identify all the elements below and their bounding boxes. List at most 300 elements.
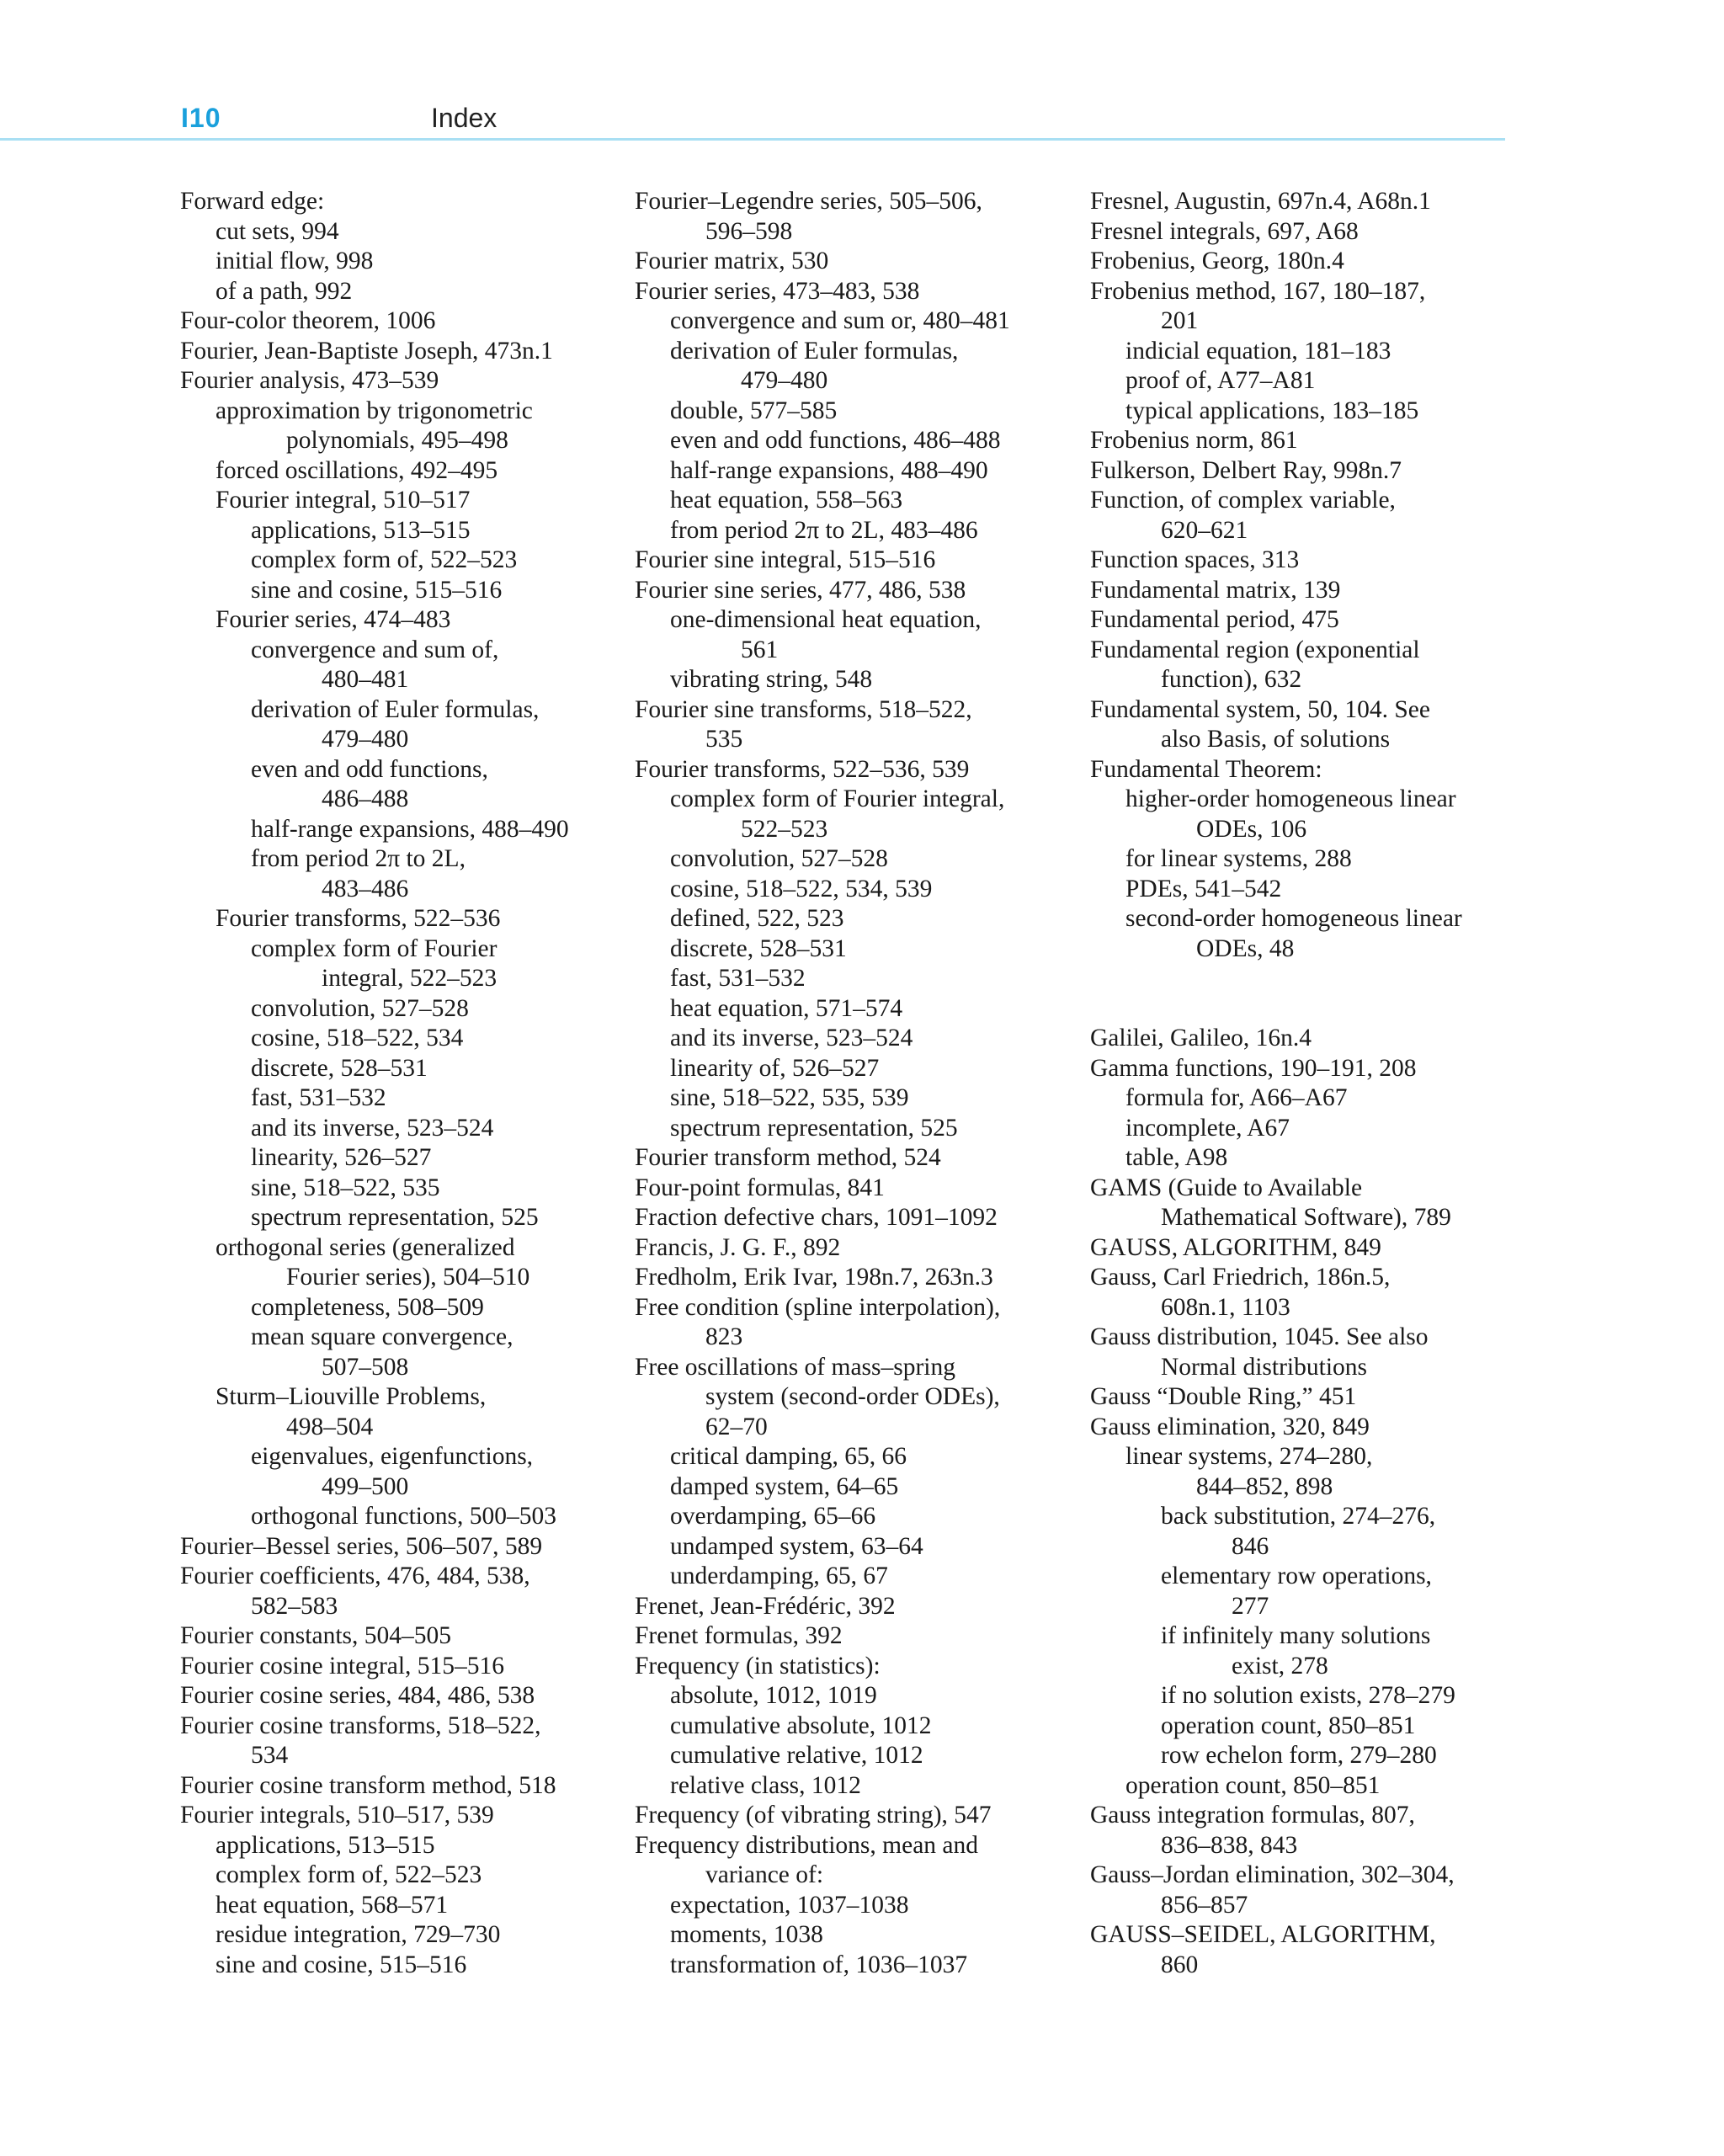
entry-text: Fourier cosine series, 484, 486, 538 bbox=[180, 1682, 535, 1709]
index-subentry bbox=[635, 486, 1072, 516]
index-entry bbox=[635, 1592, 1072, 1622]
index-column-3 bbox=[1090, 187, 1528, 1980]
index-entry bbox=[635, 755, 1072, 785]
index-entry bbox=[1090, 247, 1528, 277]
entry-text: linearity, 526–527 bbox=[251, 1144, 432, 1171]
index-subentry bbox=[635, 337, 1072, 397]
entry-text: completeness, 508–509 bbox=[251, 1293, 484, 1321]
index-subentry bbox=[635, 456, 1072, 487]
entry-text: cumulative absolute, 1012 bbox=[670, 1711, 932, 1739]
index-subentry bbox=[635, 964, 1072, 994]
index-entry bbox=[1090, 755, 1528, 785]
entry-text: Frequency (in statistics): bbox=[635, 1652, 881, 1680]
index-subentry bbox=[180, 1951, 618, 1981]
index-entry bbox=[1090, 1054, 1528, 1084]
index-subentry bbox=[180, 546, 618, 576]
index-subentry bbox=[180, 636, 618, 695]
index-subentry bbox=[180, 1203, 618, 1233]
entry-text: Fourier transform method, 524 bbox=[635, 1144, 941, 1171]
entry-text: Fundamental matrix, 139 bbox=[1090, 576, 1341, 604]
index-entry bbox=[180, 1771, 618, 1802]
index-entry bbox=[180, 366, 618, 397]
index-subentry bbox=[1090, 1741, 1528, 1771]
entry-text: Fourier sine integral, 515–516 bbox=[635, 546, 936, 573]
entry-continuation: 846 bbox=[1232, 1532, 1269, 1560]
entry-continuation: 479–480 bbox=[741, 367, 828, 394]
index-subentry bbox=[180, 934, 618, 994]
entry-text: applications, 513–515 bbox=[216, 1831, 435, 1859]
index-subentry bbox=[635, 1532, 1072, 1562]
entry-text: complex form of Fourier bbox=[251, 934, 498, 962]
entry-text: from period 2π to 2L, 483–486 bbox=[670, 516, 978, 544]
entry-text: mean square convergence, bbox=[251, 1323, 513, 1350]
index-subentry bbox=[635, 1083, 1072, 1114]
index-subentry bbox=[1090, 366, 1528, 397]
index-subentry bbox=[180, 904, 618, 934]
entry-text: Fredholm, Erik Ivar, 198n.7, 263n.3 bbox=[635, 1264, 993, 1291]
index-subentry bbox=[180, 1114, 618, 1144]
index-entry bbox=[635, 247, 1072, 277]
entry-text: and its inverse, 523–524 bbox=[670, 1025, 913, 1051]
entry-text: eigenvalues, eigenfunctions, bbox=[251, 1443, 534, 1470]
entry-text: fast, 531–532 bbox=[251, 1084, 386, 1111]
entry-text: Fourier, Jean-Baptiste Joseph, 473n.1 bbox=[180, 337, 553, 365]
entry-text: Frobenius, Georg, 180n.4 bbox=[1090, 248, 1344, 274]
index-entry bbox=[1090, 1174, 1528, 1233]
index-entry bbox=[1090, 187, 1528, 217]
entry-text: row echelon form, 279–280 bbox=[1161, 1742, 1437, 1769]
entry-text: Fourier cosine transform method, 518 bbox=[180, 1771, 556, 1799]
entry-text: Gauss “Double Ring,” 451 bbox=[1090, 1383, 1357, 1410]
index-subentry bbox=[180, 1143, 618, 1174]
entry-text: forced oscillations, 492–495 bbox=[216, 456, 498, 484]
index-subentry bbox=[635, 1771, 1072, 1802]
index-entry bbox=[180, 187, 618, 217]
entry-text: expectation, 1037–1038 bbox=[670, 1891, 909, 1919]
entry-text: proof of, A77–A81 bbox=[1125, 367, 1316, 394]
entry-text: discrete, 528–531 bbox=[670, 934, 847, 962]
index-entry bbox=[635, 1293, 1072, 1353]
index-subentry bbox=[635, 844, 1072, 875]
entry-text: Galilei, Galileo, 16n.4 bbox=[1090, 1025, 1312, 1051]
entry-text: if no solution exists, 278–279 bbox=[1161, 1682, 1455, 1709]
entry-continuation: 62–70 bbox=[705, 1413, 768, 1440]
index-entry bbox=[1090, 456, 1528, 487]
entry-text: Fundamental Theorem: bbox=[1090, 755, 1322, 783]
entry-continuation: function), 632 bbox=[1161, 666, 1302, 693]
entry-text: orthogonal functions, 500–503 bbox=[251, 1503, 556, 1530]
index-entry bbox=[180, 1801, 618, 1831]
index-subentry bbox=[1090, 844, 1528, 875]
index-entry bbox=[1090, 546, 1528, 576]
entry-continuation: Mathematical Software), 789 bbox=[1161, 1204, 1451, 1231]
entry-continuation: 608n.1, 1103 bbox=[1161, 1293, 1290, 1321]
index-entry bbox=[1090, 576, 1528, 606]
entry-text: half-range expansions, 488–490 bbox=[251, 815, 569, 843]
index-entry bbox=[635, 1831, 1072, 1891]
entry-text: Fundamental region (exponential bbox=[1090, 636, 1420, 663]
index-entry bbox=[635, 576, 1072, 606]
index-subentry bbox=[635, 1472, 1072, 1503]
index-subentry bbox=[180, 486, 618, 516]
entry-text: Frobenius method, 167, 180–187, bbox=[1090, 277, 1426, 305]
entry-text: sine, 518–522, 535 bbox=[251, 1174, 440, 1201]
entry-text: one-dimensional heat equation, bbox=[670, 606, 982, 633]
index-subentry bbox=[635, 1562, 1072, 1592]
index-entry bbox=[635, 1143, 1072, 1174]
entry-text: Function spaces, 313 bbox=[1090, 546, 1300, 573]
entry-text: heat equation, 558–563 bbox=[670, 487, 903, 514]
index-subentry bbox=[635, 1920, 1072, 1951]
entry-text: defined, 522, 523 bbox=[670, 905, 844, 932]
entry-text: spectrum representation, 525 bbox=[251, 1204, 539, 1231]
entry-text: initial flow, 998 bbox=[216, 248, 374, 274]
entry-text: operation count, 850–851 bbox=[1161, 1711, 1416, 1739]
entry-text: Forward edge: bbox=[180, 188, 325, 215]
entry-text: Fresnel integrals, 697, A68 bbox=[1090, 217, 1359, 245]
index-subentry bbox=[635, 1951, 1072, 1981]
entry-text: Francis, J. G. F., 892 bbox=[635, 1233, 841, 1261]
entry-text: Fundamental period, 475 bbox=[1090, 606, 1339, 633]
entry-text: moments, 1038 bbox=[670, 1921, 823, 1948]
index-subentry bbox=[635, 1114, 1072, 1144]
entry-text: derivation of Euler formulas, bbox=[670, 337, 959, 365]
section-gap bbox=[1090, 964, 1528, 1024]
index-subentry bbox=[180, 1442, 618, 1502]
entry-text: undamped system, 63–64 bbox=[670, 1532, 923, 1560]
index-subentry bbox=[1090, 1711, 1528, 1742]
entry-text: higher-order homogeneous linear bbox=[1125, 785, 1456, 812]
entry-text: complex form of Fourier integral, bbox=[670, 785, 1005, 812]
entry-text: sine, 518–522, 535, 539 bbox=[670, 1084, 909, 1111]
index-entry bbox=[1090, 1413, 1528, 1443]
entry-text: Gauss elimination, 320, 849 bbox=[1090, 1413, 1370, 1440]
index-entry bbox=[1090, 1801, 1528, 1861]
index-entry bbox=[1090, 1323, 1528, 1382]
index-entry bbox=[180, 1681, 618, 1711]
entry-text: convolution, 527–528 bbox=[251, 994, 469, 1022]
entry-text: of a path, 992 bbox=[216, 277, 353, 305]
index-entry bbox=[635, 695, 1072, 755]
entry-text: Fourier–Legendre series, 505–506, bbox=[635, 188, 982, 215]
index-subentry bbox=[180, 1861, 618, 1891]
entry-text: Gauss, Carl Friedrich, 186n.5, bbox=[1090, 1264, 1391, 1291]
entry-continuation: 483–486 bbox=[322, 875, 409, 902]
entry-text: Fourier cosine integral, 515–516 bbox=[180, 1652, 505, 1680]
index-subentry bbox=[1090, 1502, 1528, 1562]
index-entry bbox=[635, 1353, 1072, 1443]
entry-text: GAMS (Guide to Available bbox=[1090, 1174, 1363, 1201]
entry-continuation: 844–852, 898 bbox=[1196, 1472, 1333, 1500]
entry-continuation: system (second-order ODEs), bbox=[705, 1383, 1000, 1410]
index-subentry bbox=[180, 1024, 618, 1054]
entry-text: transformation of, 1036–1037 bbox=[670, 1951, 968, 1978]
entry-text: Sturm–Liouville Problems, bbox=[216, 1383, 487, 1410]
entry-text: derivation of Euler formulas, bbox=[251, 695, 540, 723]
entry-text: damped system, 64–65 bbox=[670, 1472, 899, 1500]
entry-text: Fraction defective chars, 1091–1092 bbox=[635, 1204, 998, 1231]
index-subentry bbox=[180, 605, 618, 636]
index-entry bbox=[635, 1233, 1072, 1264]
entry-text: linearity of, 526–527 bbox=[670, 1054, 880, 1082]
index-entry bbox=[1090, 636, 1528, 695]
entry-text: Fulkerson, Delbert Ray, 998n.7 bbox=[1090, 456, 1402, 484]
index-subentry bbox=[180, 815, 618, 845]
entry-text: Gauss–Jordan elimination, 302–304, bbox=[1090, 1861, 1455, 1888]
entry-continuation: ODEs, 48 bbox=[1196, 934, 1295, 962]
page-number: I10 bbox=[181, 103, 221, 133]
entry-text: Fourier sine series, 477, 486, 538 bbox=[635, 576, 966, 604]
index-subentry bbox=[180, 1233, 618, 1293]
index-subentry bbox=[180, 397, 618, 456]
index-subentry bbox=[180, 1891, 618, 1921]
entry-continuation: also Basis, of solutions bbox=[1161, 726, 1391, 753]
entry-text: Fourier analysis, 473–539 bbox=[180, 367, 439, 394]
index-subentry bbox=[635, 1024, 1072, 1054]
entry-text: Fourier integral, 510–517 bbox=[216, 487, 471, 514]
entry-text: operation count, 850–851 bbox=[1125, 1771, 1381, 1799]
index-entry bbox=[1090, 217, 1528, 248]
index-subentry bbox=[180, 844, 618, 904]
entry-continuation: 823 bbox=[705, 1323, 743, 1350]
entry-text: formula for, A66–A67 bbox=[1125, 1084, 1348, 1111]
index-subentry bbox=[180, 994, 618, 1025]
index-entry bbox=[1090, 1263, 1528, 1323]
entry-text: heat equation, 571–574 bbox=[670, 994, 903, 1022]
index-entry bbox=[1090, 486, 1528, 546]
index-entry bbox=[635, 1203, 1072, 1233]
entry-continuation: 480–481 bbox=[322, 666, 409, 693]
entry-text: Fourier matrix, 530 bbox=[635, 248, 829, 274]
index-subentry bbox=[635, 1891, 1072, 1921]
index-subentry bbox=[635, 1502, 1072, 1532]
entry-text: Gauss distribution, 1045. See also bbox=[1090, 1323, 1429, 1350]
entry-text: Fourier transforms, 522–536, 539 bbox=[635, 755, 970, 783]
index-subentry bbox=[635, 934, 1072, 965]
entry-text: second-order homogeneous linear bbox=[1125, 905, 1462, 932]
entry-text: cosine, 518–522, 534, 539 bbox=[670, 875, 933, 902]
entry-text: sine and cosine, 515–516 bbox=[251, 576, 503, 604]
entry-text: Fourier coefficients, 476, 484, 538, bbox=[180, 1562, 530, 1589]
entry-text: indicial equation, 181–183 bbox=[1125, 337, 1391, 365]
entry-text: Frequency distributions, mean and bbox=[635, 1831, 979, 1859]
entry-text: spectrum representation, 525 bbox=[670, 1114, 958, 1142]
entry-continuation: 277 bbox=[1232, 1592, 1269, 1620]
entry-continuation: polynomials, 495–498 bbox=[286, 427, 508, 454]
entry-text: even and odd functions, bbox=[251, 755, 488, 783]
entry-text: GAUSS, ALGORITHM, 849 bbox=[1090, 1233, 1381, 1261]
index-subentry bbox=[635, 605, 1072, 665]
entry-text: cut sets, 994 bbox=[216, 217, 339, 245]
entry-continuation: 561 bbox=[741, 636, 779, 663]
index-subentry bbox=[635, 665, 1072, 695]
index-subentry bbox=[635, 1442, 1072, 1472]
entry-text: for linear systems, 288 bbox=[1125, 845, 1352, 872]
index-subentry bbox=[1090, 1562, 1528, 1621]
index-subentry bbox=[1090, 785, 1528, 844]
entry-text: half-range expansions, 488–490 bbox=[670, 456, 988, 484]
entry-continuation: 620–621 bbox=[1161, 516, 1248, 544]
entry-text: double, 577–585 bbox=[670, 397, 838, 424]
entry-text: Free condition (spline interpolation), bbox=[635, 1293, 1001, 1321]
index-entry bbox=[1090, 695, 1528, 755]
entry-continuation: Fourier series), 504–510 bbox=[286, 1264, 530, 1291]
index-entry bbox=[180, 1532, 618, 1562]
entry-continuation: Normal distributions bbox=[1161, 1353, 1368, 1381]
index-subentry bbox=[635, 785, 1072, 844]
entry-continuation: 836–838, 843 bbox=[1161, 1831, 1298, 1859]
entry-text: Fresnel, Augustin, 697n.4, A68n.1 bbox=[1090, 188, 1431, 215]
index-subentry bbox=[1090, 1083, 1528, 1114]
index-subentry bbox=[635, 904, 1072, 934]
index-subentry bbox=[635, 1681, 1072, 1711]
index-column-2 bbox=[635, 187, 1072, 1980]
entry-text: Fourier cosine transforms, 518–522, bbox=[180, 1711, 541, 1739]
index-subentry bbox=[180, 516, 618, 546]
entry-text: and its inverse, 523–524 bbox=[251, 1114, 494, 1142]
index-entry bbox=[1090, 426, 1528, 456]
entry-text: incomplete, A67 bbox=[1125, 1114, 1290, 1142]
entry-continuation: integral, 522–523 bbox=[322, 965, 498, 992]
index-subentry bbox=[635, 306, 1072, 337]
entry-continuation: 596–598 bbox=[705, 217, 793, 245]
entry-text: typical applications, 183–185 bbox=[1125, 397, 1419, 424]
index-subentry bbox=[180, 755, 618, 815]
header-rule bbox=[0, 138, 1505, 141]
entry-continuation: 499–500 bbox=[322, 1472, 409, 1500]
entry-text: approximation by trigonometric bbox=[216, 397, 533, 424]
entry-text: fast, 531–532 bbox=[670, 965, 806, 992]
entry-text: complex form of, 522–523 bbox=[216, 1861, 482, 1888]
index-subentry bbox=[180, 1174, 618, 1204]
entry-continuation: 498–504 bbox=[286, 1413, 374, 1440]
entry-text: from period 2π to 2L, bbox=[251, 845, 466, 872]
entry-text: Fourier series, 473–483, 538 bbox=[635, 277, 920, 305]
entry-text: elementary row operations, bbox=[1161, 1562, 1432, 1589]
running-title: Index bbox=[431, 103, 498, 133]
entry-text: Frequency (of vibrating string), 547 bbox=[635, 1802, 992, 1829]
entry-text: Frenet formulas, 392 bbox=[635, 1622, 843, 1649]
index-subentry bbox=[635, 516, 1072, 546]
index-entry bbox=[1090, 1861, 1528, 1920]
entry-text: Fourier constants, 504–505 bbox=[180, 1622, 452, 1649]
entry-text: Fourier sine transforms, 518–522, bbox=[635, 695, 972, 723]
entry-continuation: ODEs, 106 bbox=[1196, 815, 1307, 843]
index-entry bbox=[180, 1621, 618, 1652]
index-entry bbox=[180, 1652, 618, 1682]
entry-text: absolute, 1012, 1019 bbox=[670, 1682, 877, 1709]
index-entry bbox=[1090, 277, 1528, 337]
entry-text: critical damping, 65, 66 bbox=[670, 1443, 907, 1470]
index-subentry bbox=[180, 1323, 618, 1382]
entry-text: applications, 513–515 bbox=[251, 516, 471, 544]
index-entry bbox=[1090, 1920, 1528, 1980]
index-entry bbox=[635, 546, 1072, 576]
entry-text: Frobenius norm, 861 bbox=[1090, 427, 1298, 454]
entry-text: linear systems, 274–280, bbox=[1125, 1443, 1373, 1470]
entry-continuation: 507–508 bbox=[322, 1353, 409, 1381]
entry-continuation: 479–480 bbox=[322, 726, 409, 753]
entry-text: sine and cosine, 515–516 bbox=[216, 1951, 467, 1978]
entry-text: convergence and sum or, 480–481 bbox=[670, 307, 1010, 334]
index-subentry bbox=[1090, 904, 1528, 964]
entry-continuation: exist, 278 bbox=[1232, 1652, 1328, 1680]
entry-continuation: 534 bbox=[251, 1742, 289, 1769]
entry-text: Fourier transforms, 522–536 bbox=[216, 905, 501, 932]
entry-text: convolution, 527–528 bbox=[670, 845, 888, 872]
index-entry bbox=[635, 187, 1072, 247]
entry-text: Four-color theorem, 1006 bbox=[180, 307, 436, 334]
index-subentry bbox=[1090, 875, 1528, 905]
index-subentry bbox=[1090, 1114, 1528, 1144]
index-subentry bbox=[180, 1920, 618, 1951]
entry-continuation: variance of: bbox=[705, 1861, 824, 1888]
entry-continuation: 535 bbox=[705, 726, 743, 753]
index-subentry bbox=[180, 1293, 618, 1323]
entry-text: discrete, 528–531 bbox=[251, 1054, 428, 1082]
entry-text: orthogonal series (generalized bbox=[216, 1233, 515, 1261]
entry-continuation: 486–488 bbox=[322, 785, 409, 812]
index-subentry bbox=[1090, 1143, 1528, 1174]
entry-text: PDEs, 541–542 bbox=[1125, 875, 1282, 902]
page-header bbox=[0, 0, 1724, 143]
index-entry bbox=[1090, 1382, 1528, 1413]
entry-continuation: 522–523 bbox=[741, 815, 828, 843]
index-entry bbox=[635, 1801, 1072, 1831]
entry-text: complex form of, 522–523 bbox=[251, 546, 518, 573]
index-subentry bbox=[635, 1711, 1072, 1742]
index-entry bbox=[180, 306, 618, 337]
index-entry bbox=[635, 277, 1072, 307]
index-subentry bbox=[180, 1054, 618, 1084]
index-entry bbox=[180, 337, 618, 367]
index-subentry bbox=[1090, 1681, 1528, 1711]
entry-text: GAUSS–SEIDEL, ALGORITHM, bbox=[1090, 1921, 1436, 1948]
index-subentry bbox=[635, 875, 1072, 905]
index-entry bbox=[1090, 1024, 1528, 1054]
entry-text: Function, of complex variable, bbox=[1090, 487, 1396, 514]
index-subentry bbox=[180, 695, 618, 755]
entry-text: even and odd functions, 486–488 bbox=[670, 427, 1001, 454]
index-subentry bbox=[635, 397, 1072, 427]
index-entry bbox=[180, 1711, 618, 1771]
entry-text: Free oscillations of mass–spring bbox=[635, 1353, 955, 1381]
index-subentry bbox=[180, 1831, 618, 1861]
index-subentry bbox=[635, 1741, 1072, 1771]
index-subentry bbox=[180, 456, 618, 487]
entry-text: vibrating string, 548 bbox=[670, 666, 873, 693]
entry-text: cosine, 518–522, 534 bbox=[251, 1025, 464, 1051]
index-subentry bbox=[635, 426, 1072, 456]
entry-text: Fourier series, 474–483 bbox=[216, 606, 451, 633]
index-entry bbox=[635, 1174, 1072, 1204]
entry-text: if infinitely many solutions bbox=[1161, 1622, 1431, 1649]
entry-text: table, A98 bbox=[1125, 1144, 1228, 1171]
entry-text: overdamping, 65–66 bbox=[670, 1503, 876, 1530]
index-subentry bbox=[180, 247, 618, 277]
index-subentry bbox=[1090, 337, 1528, 367]
entry-continuation: 582–583 bbox=[251, 1592, 338, 1620]
index-subentry bbox=[635, 1054, 1072, 1084]
entry-text: Four-point formulas, 841 bbox=[635, 1174, 885, 1201]
index-entry bbox=[1090, 605, 1528, 636]
index-subentry bbox=[1090, 1771, 1528, 1802]
index-entry bbox=[635, 1621, 1072, 1652]
entry-continuation: 860 bbox=[1161, 1951, 1199, 1978]
index-subentry bbox=[180, 1382, 618, 1442]
entry-continuation: 856–857 bbox=[1161, 1891, 1248, 1919]
index-subentry bbox=[180, 217, 618, 248]
